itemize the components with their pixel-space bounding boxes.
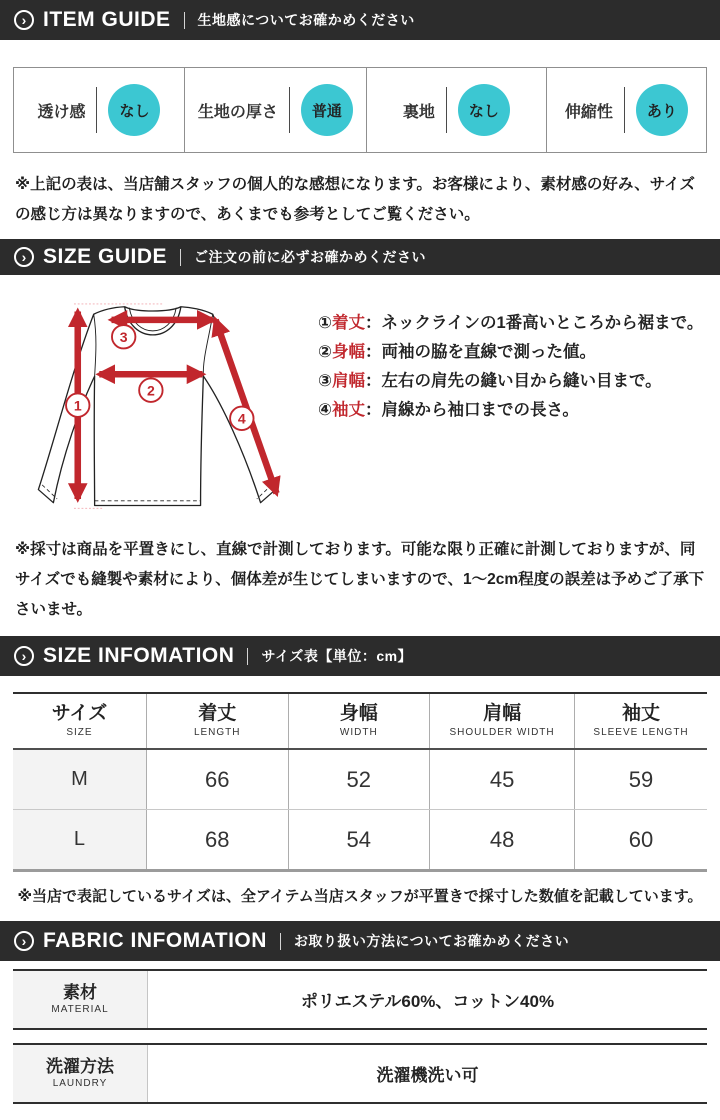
circle-arrow-icon: ›: [14, 247, 34, 267]
attr-value-badge: なし: [458, 84, 510, 136]
size-info-note: ※当店で表記しているサイズは、全アイテム当店スタッフが平置きで採寸した数値を記載しています。: [17, 888, 703, 905]
attr-value-badge: あり: [636, 84, 688, 136]
circle-arrow-icon: ›: [14, 646, 34, 666]
fabric-en-label: MATERIAL: [51, 1004, 109, 1016]
measurement-desc: ：左右の肩先の縫い目から縫い目まで。: [364, 372, 662, 390]
value-cell: [430, 750, 575, 809]
value-cell: [430, 810, 575, 869]
measurement-term: 肩幅: [331, 372, 365, 390]
size-chart-col-sleeve: [575, 694, 707, 748]
col-jp-label: 身幅: [339, 702, 378, 724]
width-value: 54: [346, 826, 372, 852]
attr-divider: [96, 87, 97, 133]
size-name: L: [73, 828, 86, 850]
shoulder-value: 48: [489, 826, 515, 852]
measurement-num: ④: [318, 401, 332, 419]
size-chart-col-shoulder: [430, 694, 575, 748]
attr-cell-thickness: [185, 68, 367, 152]
value-cell: [147, 810, 289, 869]
fabric-value: 洗濯機洗い可: [376, 1066, 479, 1085]
value-cell: [147, 750, 289, 809]
attr-label: 伸縮性: [564, 103, 613, 121]
fabric-row-laundry: [13, 1043, 707, 1104]
measurement-definitions: [318, 309, 720, 521]
attr-divider: [624, 87, 625, 133]
fabric-jp-label: 洗濯方法: [46, 1056, 114, 1076]
item-guide-header: [0, 0, 720, 40]
measurement-def-row: [318, 396, 720, 425]
value-cell: [575, 750, 707, 809]
attr-label: 生地の厚さ: [197, 103, 278, 121]
col-en-label: LENGTH: [193, 727, 241, 739]
value-cell: [575, 810, 707, 869]
measurement-term: 身幅: [331, 343, 365, 361]
size-chart-row-m: [13, 750, 707, 810]
col-en-label: WIDTH: [339, 727, 378, 739]
size-chart-table: [13, 692, 707, 872]
item-guide-subtitle: 生地感についてお確かめください: [197, 12, 415, 28]
width-value: 52: [346, 766, 372, 792]
fabric-en-label: LAUNDRY: [52, 1078, 108, 1090]
shoulder-value: 45: [489, 766, 515, 792]
diagram-num-4: 4: [237, 410, 246, 427]
item-guide-title: ITEM GUIDE: [43, 8, 171, 31]
size-info-header: [0, 636, 720, 676]
size-chart-header-row: [13, 694, 707, 750]
measurement-desc: ：ネックラインの1番高いところから裾まで。: [364, 314, 704, 332]
attr-cell-stretch: [547, 68, 706, 152]
diagram-num-3: 3: [119, 328, 128, 345]
attr-label: 裏地: [402, 103, 435, 121]
attr-divider: [446, 87, 447, 133]
fabric-row-material: [13, 969, 707, 1030]
attr-label: 透け感: [37, 103, 86, 121]
fabric-info-subtitle: お取り扱い方法についてお確かめください: [293, 933, 570, 949]
measurement-def-row: [318, 367, 720, 396]
col-en-label: SLEEVE LENGTH: [593, 727, 689, 739]
circle-arrow-icon: ›: [14, 931, 34, 951]
size-chart-col-length: [147, 694, 289, 748]
fabric-value: ポリエステル60%、コットン40%: [300, 992, 555, 1011]
header-divider: [280, 933, 281, 950]
measurement-desc: ：両袖の脇を直線で測った値。: [364, 343, 596, 361]
circle-arrow-icon: ›: [14, 10, 34, 30]
size-chart-col-width: [289, 694, 431, 748]
attr-divider: [289, 87, 290, 133]
col-en-label: SIZE: [66, 727, 93, 739]
col-en-label: SHOULDER WIDTH: [449, 727, 555, 739]
header-divider: [180, 249, 181, 266]
length-value: 68: [204, 826, 230, 852]
size-info-title: SIZE INFOMATION: [43, 644, 235, 667]
measurement-num: ①: [318, 314, 332, 332]
size-chart-row-l: [13, 810, 707, 869]
header-divider: [184, 12, 185, 29]
diagram-num-1: 1: [73, 397, 82, 414]
value-cell: [289, 750, 431, 809]
attr-value-badge: なし: [108, 84, 160, 136]
size-guide-subtitle: ご注文の前に必ずお確かめください: [194, 249, 427, 265]
tshirt-measurement-diagram: [14, 295, 314, 521]
size-guide-header: [0, 239, 720, 275]
size-guide-note: ※採寸は商品を平置きにし、直線で計測しております。可能な限り正確に計測しておりますが、同サイズでも縫製や素材により、個体差が生じてしまいますので、1〜2cm程度の誤差は予めご了承下さいませ。: [15, 541, 705, 618]
attr-cell-sheerness: [14, 68, 185, 152]
measurement-def-row: [318, 338, 720, 367]
measurement-num: ②: [318, 343, 332, 361]
header-divider: [247, 648, 248, 665]
diagram-num-2: 2: [146, 382, 155, 399]
fabric-info-title: FABRIC INFOMATION: [43, 929, 267, 952]
sleeve-value: 59: [628, 766, 654, 792]
size-name: M: [71, 768, 88, 790]
measurement-def-row: [318, 309, 720, 338]
fabric-label-cell: [13, 971, 148, 1028]
item-guide-note: ※上記の表は、当店舗スタッフの個人的な感想になります。お客様により、素材感の好み、サイズの感じ方は異なりますので、あくまでも参考としてご覧ください。: [15, 176, 696, 223]
length-value: 66: [204, 766, 230, 792]
sleeve-value: 60: [628, 826, 654, 852]
size-guide-section: [0, 295, 720, 521]
attr-value-badge: 普通: [301, 84, 353, 136]
fabric-feel-table: [13, 67, 707, 153]
fabric-label-cell: [13, 1045, 148, 1102]
col-jp-label: 袖丈: [622, 702, 661, 724]
attr-cell-lining: [367, 68, 547, 152]
value-cell: [289, 810, 431, 869]
size-chart-col-size: [13, 694, 147, 748]
col-jp-label: 着丈: [198, 702, 237, 724]
size-guide-title: SIZE GUIDE: [43, 245, 168, 268]
measurement-desc: ：肩線から袖口までの長さ。: [364, 401, 579, 419]
measurement-num: ③: [318, 372, 332, 390]
measurement-term: 袖丈: [331, 401, 365, 419]
size-cell: [13, 810, 147, 869]
size-info-subtitle: サイズ表【単位：cm】: [261, 648, 413, 664]
fabric-jp-label: 素材: [63, 982, 97, 1002]
col-jp-label: 肩幅: [483, 702, 522, 724]
fabric-info-header: [0, 921, 720, 961]
measurement-term: 着丈: [331, 314, 365, 332]
col-jp-label: サイズ: [51, 702, 108, 724]
size-cell: [13, 750, 147, 809]
